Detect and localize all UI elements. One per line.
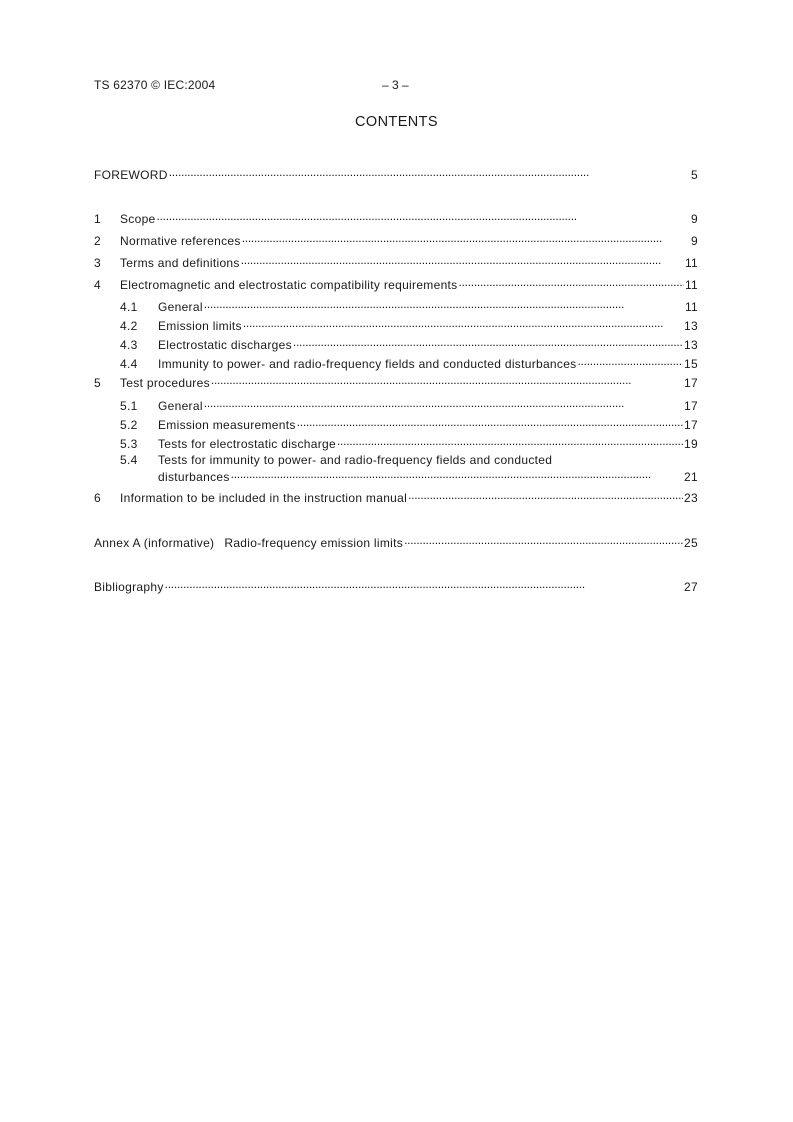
toc-entry-foreword[interactable] — [94, 165, 698, 182]
toc-page: 15 — [684, 357, 698, 371]
toc-page: 5 — [691, 168, 698, 182]
toc-leader-dots — [404, 533, 683, 547]
toc-label: Bibliography — [94, 580, 164, 594]
toc-page: 9 — [691, 234, 698, 248]
toc-number: 4.2 — [120, 319, 138, 333]
toc-label: Tests for electrostatic discharge — [158, 437, 336, 451]
toc-label: Electrostatic discharges — [158, 338, 292, 352]
toc-entry-1[interactable] — [94, 209, 698, 226]
toc-annex-prefix: Annex A (informative) — [94, 536, 215, 550]
toc-leader-dots — [204, 297, 684, 311]
toc-number: 4.4 — [120, 357, 138, 371]
toc-number: 6 — [94, 491, 101, 505]
toc-leader-dots — [211, 373, 683, 387]
toc-label-line-2: disturbances — [158, 470, 230, 484]
toc-number: 3 — [94, 256, 101, 270]
toc-leader-dots — [231, 467, 683, 481]
toc-page: 17 — [684, 399, 698, 413]
toc-number: 5.2 — [120, 418, 138, 432]
toc-label: Electromagnetic and electrostatic compatibility requirements — [120, 278, 458, 292]
toc-entry-4-1[interactable] — [120, 297, 698, 314]
toc-line-2 — [120, 467, 698, 484]
toc-entry-bibliography[interactable] — [94, 577, 698, 594]
toc-page: 13 — [684, 319, 698, 333]
toc-leader-dots — [157, 209, 690, 223]
toc-number: 5.4 — [120, 453, 138, 467]
toc-entry-5-4[interactable] — [120, 453, 698, 484]
toc-page: 9 — [691, 212, 698, 226]
toc-page: 11 — [684, 300, 698, 314]
toc-label: Emission limits — [158, 319, 242, 333]
toc-entry-5-2[interactable] — [120, 415, 698, 432]
toc-page: 27 — [684, 580, 698, 594]
document-id: TS 62370 © IEC:2004 — [94, 78, 216, 92]
toc-page: 23 — [684, 491, 698, 505]
toc-leader-dots — [458, 275, 683, 289]
toc-label: Emission measurements — [158, 418, 296, 432]
toc-page: 17 — [684, 376, 698, 390]
toc-label: Test procedures — [120, 376, 210, 390]
toc-label: FOREWORD — [94, 168, 168, 182]
toc-entry-6[interactable] — [94, 488, 698, 505]
toc-leader-dots — [297, 415, 683, 429]
toc-entry-4[interactable] — [94, 275, 698, 292]
toc-label: Normative references — [120, 234, 241, 248]
toc-label: General — [158, 300, 203, 314]
toc-number: 4.3 — [120, 338, 138, 352]
toc-page: 19 — [684, 437, 698, 451]
toc-page: 11 — [684, 256, 698, 270]
toc-leader-dots — [337, 434, 683, 448]
toc-label: Information to be included in the instruction manual — [120, 491, 408, 505]
toc-leader-dots — [243, 316, 683, 330]
toc-number: 4.1 — [120, 300, 138, 314]
toc-leader-dots — [408, 488, 683, 502]
toc-entry-5-1[interactable] — [120, 396, 698, 413]
toc-number: 5.3 — [120, 437, 138, 451]
toc-line-1 — [120, 453, 698, 467]
toc-number: 1 — [94, 212, 101, 226]
toc-page: 13 — [684, 338, 698, 352]
toc-leader-dots — [577, 354, 683, 368]
page-header — [94, 78, 698, 94]
toc-page: 11 — [684, 278, 698, 292]
toc-label-line-1: Tests for immunity to power- and radio-frequency fields and conducted — [158, 453, 553, 467]
toc-leader-dots — [293, 335, 683, 349]
toc-entry-3[interactable] — [94, 253, 698, 270]
toc-page: 21 — [684, 470, 698, 484]
toc-page: 17 — [684, 418, 698, 432]
toc-label: Terms and definitions — [120, 256, 240, 270]
toc-leader-dots — [242, 231, 690, 245]
toc-entry-annex-a[interactable] — [94, 533, 698, 550]
toc-label: Immunity to power- and radio-frequency fields and conducted disturbances — [158, 357, 577, 371]
contents-title: CONTENTS — [355, 114, 438, 130]
toc-entry-2[interactable] — [94, 231, 698, 248]
toc-entry-5[interactable] — [94, 373, 698, 390]
toc-label: Radio-frequency emission limits — [224, 536, 404, 550]
toc-entry-4-3[interactable] — [120, 335, 698, 352]
page-number: – 3 – — [382, 78, 409, 92]
toc-entry-4-2[interactable] — [120, 316, 698, 333]
toc-number: 2 — [94, 234, 101, 248]
toc-leader-dots — [241, 253, 684, 267]
toc-leader-dots — [204, 396, 683, 410]
toc-label: Scope — [120, 212, 156, 226]
toc-label: General — [158, 399, 203, 413]
toc-leader-dots — [169, 165, 690, 179]
toc-page: 25 — [684, 536, 698, 550]
toc-number: 5.1 — [120, 399, 138, 413]
toc-number: 5 — [94, 376, 101, 390]
toc-leader-dots — [165, 577, 683, 591]
toc-entry-4-4[interactable] — [120, 354, 698, 371]
toc-entry-5-3[interactable] — [120, 434, 698, 451]
toc-number: 4 — [94, 278, 101, 292]
